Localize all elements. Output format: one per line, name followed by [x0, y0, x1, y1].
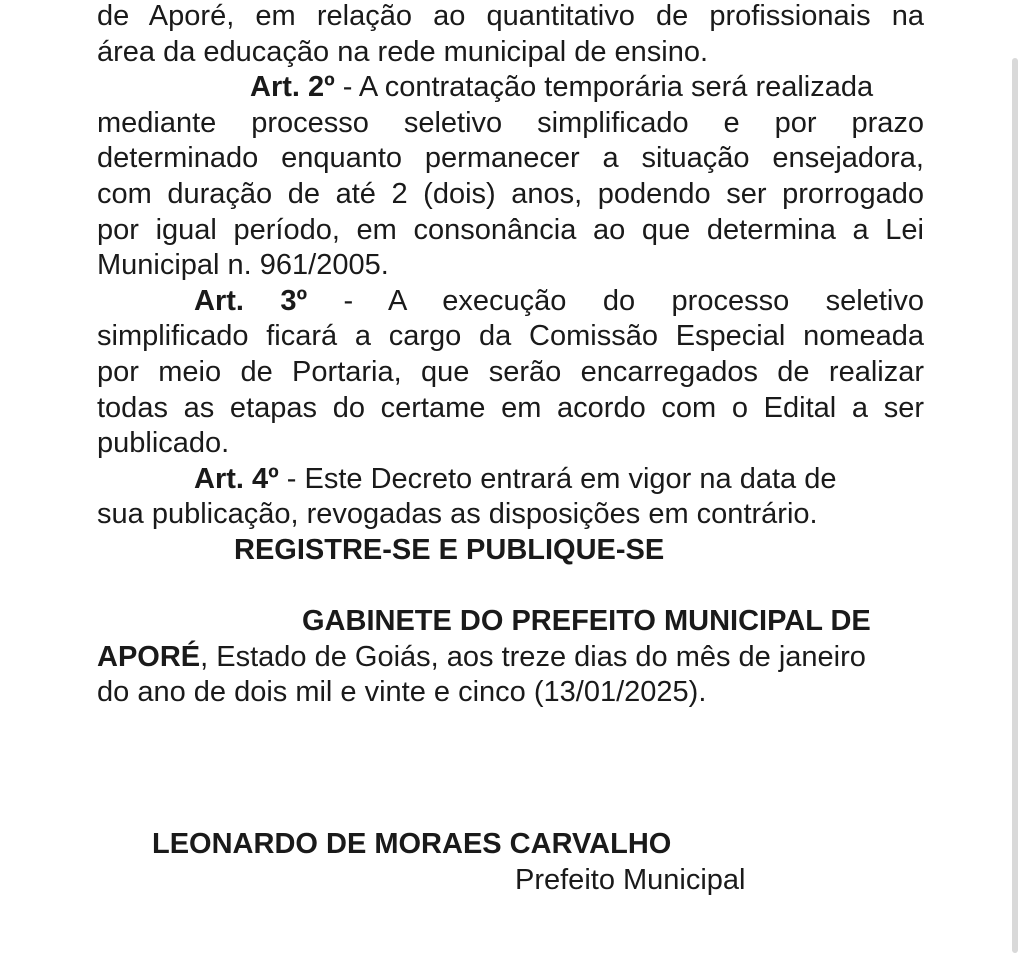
art2-first-line: [97, 70, 924, 106]
art2-first-text: - A contratação temporária será realizada: [334, 71, 874, 104]
art2-line: Municipal n. 961/2005.: [97, 249, 389, 282]
art3-line: todas as etapas do certame em acordo com o Edital a ser: [97, 391, 924, 424]
intro-line-2: área da educação na rede municipal de ensino.: [97, 35, 709, 68]
registre-publique-heading: REGISTRE-SE E PUBLIQUE-SE: [234, 533, 665, 566]
gabinete-line: [97, 640, 924, 676]
scrollbar[interactable]: [1012, 58, 1018, 953]
art2-line: por igual período, em consonância ao que determina a Lei: [97, 213, 924, 246]
art4-line: sua publicação, revogadas as disposições em contrário.: [97, 498, 818, 531]
art3-line: por meio de Portaria, que serão encarregados de realizar: [97, 355, 924, 388]
gabinete-date-line: do ano de dois mil e vinte e cinco (13/01/2025).: [97, 676, 707, 709]
decree-document: [97, 0, 924, 711]
art3-first-text: - A execução do processo seletivo: [307, 284, 924, 317]
art3-line: simplificado ficará a cargo da Comissão Especial nomeada: [97, 320, 924, 353]
gabinete-heading: GABINETE DO PREFEITO MUNICIPAL DE: [302, 605, 871, 638]
art2-label: Art. 2º: [250, 71, 335, 104]
intro-line-1: de Aporé, em relação ao quantitativo de profissionais na: [97, 0, 924, 32]
art2-line: determinado enquanto permanecer a situação ensejadora,: [97, 142, 924, 175]
gabinete-rest: , Estado de Goiás, aos treze dias do mês de janeiro: [200, 640, 866, 673]
art4-first-text: - Este Decreto entrará em vigor na data de: [278, 462, 837, 495]
art4-first-line: [97, 462, 924, 498]
art3-label: Art. 3º: [194, 284, 308, 317]
art3-line: publicado.: [97, 427, 230, 460]
art3-first-line: [97, 284, 924, 320]
art2-line: mediante processo seletivo simplificado e por prazo: [97, 106, 924, 139]
art2-line: com duração de até 2 (dois) anos, podendo ser prorrogado: [97, 177, 924, 210]
signatory-name: LEONARDO DE MORAES CARVALHO: [152, 828, 672, 860]
signatory-role: Prefeito Municipal: [515, 864, 746, 896]
art4-label: Art. 4º: [194, 462, 279, 495]
apore-bold: APORÉ: [97, 640, 201, 673]
